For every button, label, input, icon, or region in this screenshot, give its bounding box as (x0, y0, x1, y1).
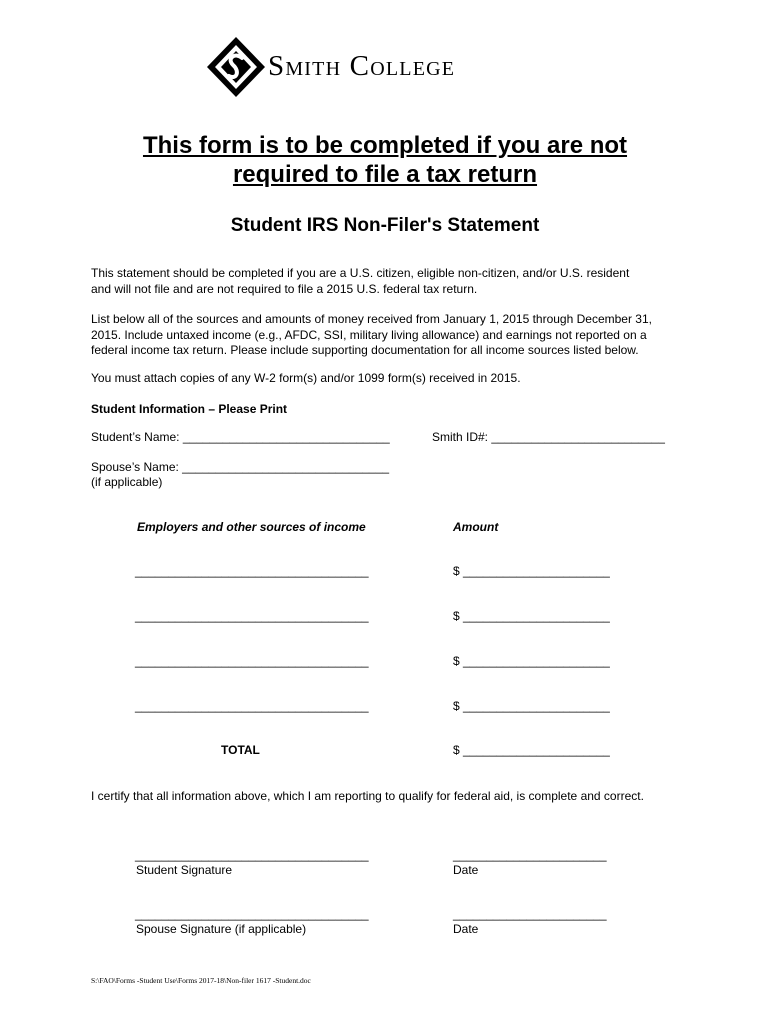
spouse-name-note: (if applicable) (91, 475, 163, 489)
income-amount-blank-1[interactable]: $ ______________________ (453, 564, 610, 578)
spouse-date-line[interactable]: _______________________ (453, 907, 607, 921)
smith-college-logo (206, 36, 556, 98)
student-date-line[interactable]: _______________________ (453, 848, 607, 862)
footer-file-path: S:\FAO\Forms -Student Use\Forms 2017-18\Non-filer 1617 -Student.doc (91, 976, 311, 985)
list-paragraph (91, 312, 691, 359)
total-amount-blank[interactable]: $ ______________________ (453, 743, 610, 757)
income-amount-header: Amount (453, 520, 499, 534)
spouse-name-label: Spouse’s Name: (91, 460, 179, 474)
spouse-signature-line[interactable]: ___________________________________ (135, 907, 369, 921)
student-signature-line[interactable]: ___________________________________ (135, 848, 369, 862)
income-source-header: Employers and other sources of income (137, 520, 366, 534)
income-source-blank-2[interactable]: ___________________________________ (135, 609, 369, 623)
income-amount-blank-2[interactable]: $ ______________________ (453, 609, 610, 623)
total-label: TOTAL (221, 743, 260, 757)
title-line-2: required to file a tax return (232, 161, 538, 188)
intro-line-2: and will not file and are not required to file a 2015 U.S. federal tax return. (91, 281, 478, 296)
spouse-signature-label: Spouse Signature (if applicable) (136, 922, 307, 936)
income-source-blank-1[interactable]: ___________________________________ (135, 564, 369, 578)
income-source-blank-4[interactable]: ___________________________________ (135, 699, 369, 713)
smith-id-field[interactable] (432, 430, 665, 444)
student-name-field[interactable] (91, 430, 390, 444)
list-line-1: List below all of the sources and amounts of money received from January 1, 2015 through December 31, (91, 312, 652, 326)
income-source-blank-3[interactable]: ___________________________________ (135, 654, 369, 668)
form-title (0, 131, 770, 189)
title-line-1: This form is to be completed if you are not (142, 132, 628, 159)
smith-id-blank[interactable]: __________________________ (491, 430, 665, 444)
list-line-3: federal income tax return. Please include supporting documentation for all income sources listed below. (91, 343, 639, 357)
spouse-name-field[interactable] (91, 460, 389, 474)
spouse-date-label: Date (453, 922, 479, 936)
intro-paragraph (91, 266, 691, 297)
logo-text: Smith College (268, 50, 456, 82)
student-signature-label: Student Signature (136, 863, 233, 877)
spouse-name-blank[interactable]: _______________________________ (182, 460, 390, 474)
smith-id-label: Smith ID#: (432, 430, 489, 444)
smith-college-seal-icon (206, 36, 266, 98)
form-subtitle: Student IRS Non-Filer's Statement (230, 215, 540, 236)
student-info-heading: Student Information – Please Print (91, 402, 288, 416)
intro-line-1: This statement should be completed if you are a U.S. citizen, eligible non-citizen, and/or U.S. resident (91, 266, 630, 280)
student-name-label: Student’s Name: (91, 430, 180, 444)
student-name-blank[interactable]: _______________________________ (182, 430, 390, 444)
attach-instruction: You must attach copies of any W-2 form(s) and/or 1099 form(s) received in 2015. (91, 371, 521, 385)
income-amount-blank-4[interactable]: $ ______________________ (453, 699, 610, 713)
student-date-label: Date (453, 863, 479, 877)
list-line-2: 2015. Include untaxed income (e.g., AFDC, SSI, military living allowance) and earnings not reported on a (91, 327, 647, 342)
certification-statement: I certify that all information above, which I am reporting to qualify for federal aid, is complete and correct. (91, 789, 644, 803)
income-amount-blank-3[interactable]: $ ______________________ (453, 654, 610, 668)
